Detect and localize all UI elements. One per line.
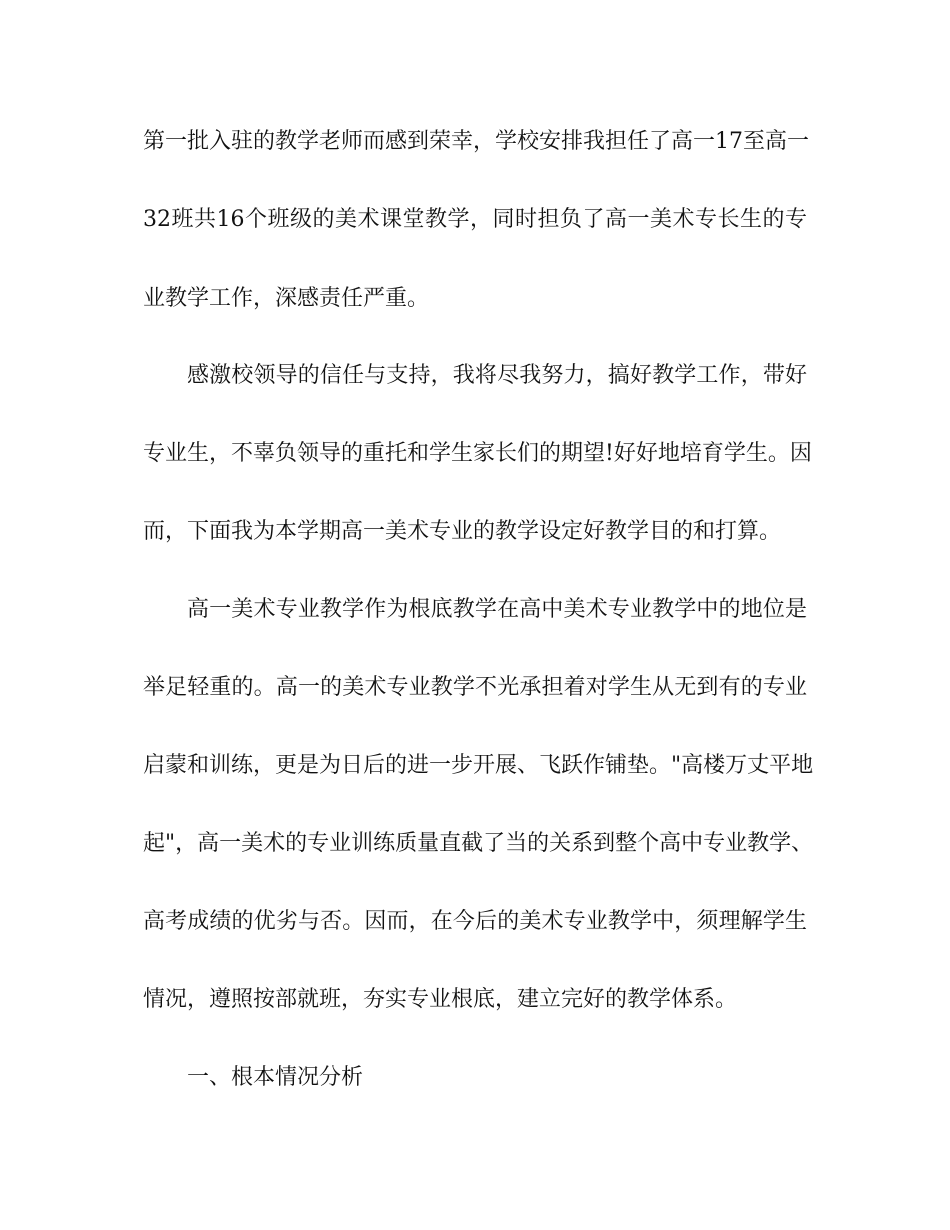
text-line-1: 第一批入驻的教学老师而感到荣幸，学校安排我担任了高一17至高一 (143, 129, 809, 154)
text-line-11: 高考成绩的优劣与否。因而，在今后的美术专业教学中，须理解学生 (143, 909, 807, 934)
text-line-5: 专业生，不辜负领导的重托和学生家长们的期望!好好地培育学生。因 (143, 441, 812, 466)
text-line-4: 感激校领导的信任与支持，我将尽我努力，搞好教学工作，带好 (187, 363, 807, 388)
text-line-10: 起"，高一美术的专业训练质量直截了当的关系到整个高中专业教学、 (143, 831, 814, 856)
text-line-9: 启蒙和训练，更是为日后的进一步开展、飞跃作铺垫。"高楼万丈平地 (143, 753, 814, 778)
text-line-3: 业教学工作，深感责任严重。 (143, 286, 430, 311)
text-line-7: 高一美术专业教学作为根底教学在高中美术专业教学中的地位是 (187, 597, 807, 622)
section-heading: 一、根本情况分析 (187, 1065, 364, 1090)
text-line-8: 举足轻重的。高一的美术专业教学不光承担着对学生从无到有的专业 (143, 675, 807, 700)
text-line-12: 情况，遵照按部就班，夯实专业根底，建立完好的教学体系。 (143, 987, 738, 1012)
text-line-6: 而，下面我为本学期高一美术专业的教学设定好教学目的和打算。 (143, 519, 782, 544)
text-line-2: 32班共16个班级的美术课堂教学，同时担负了高一美术专长生的专 (143, 207, 807, 232)
